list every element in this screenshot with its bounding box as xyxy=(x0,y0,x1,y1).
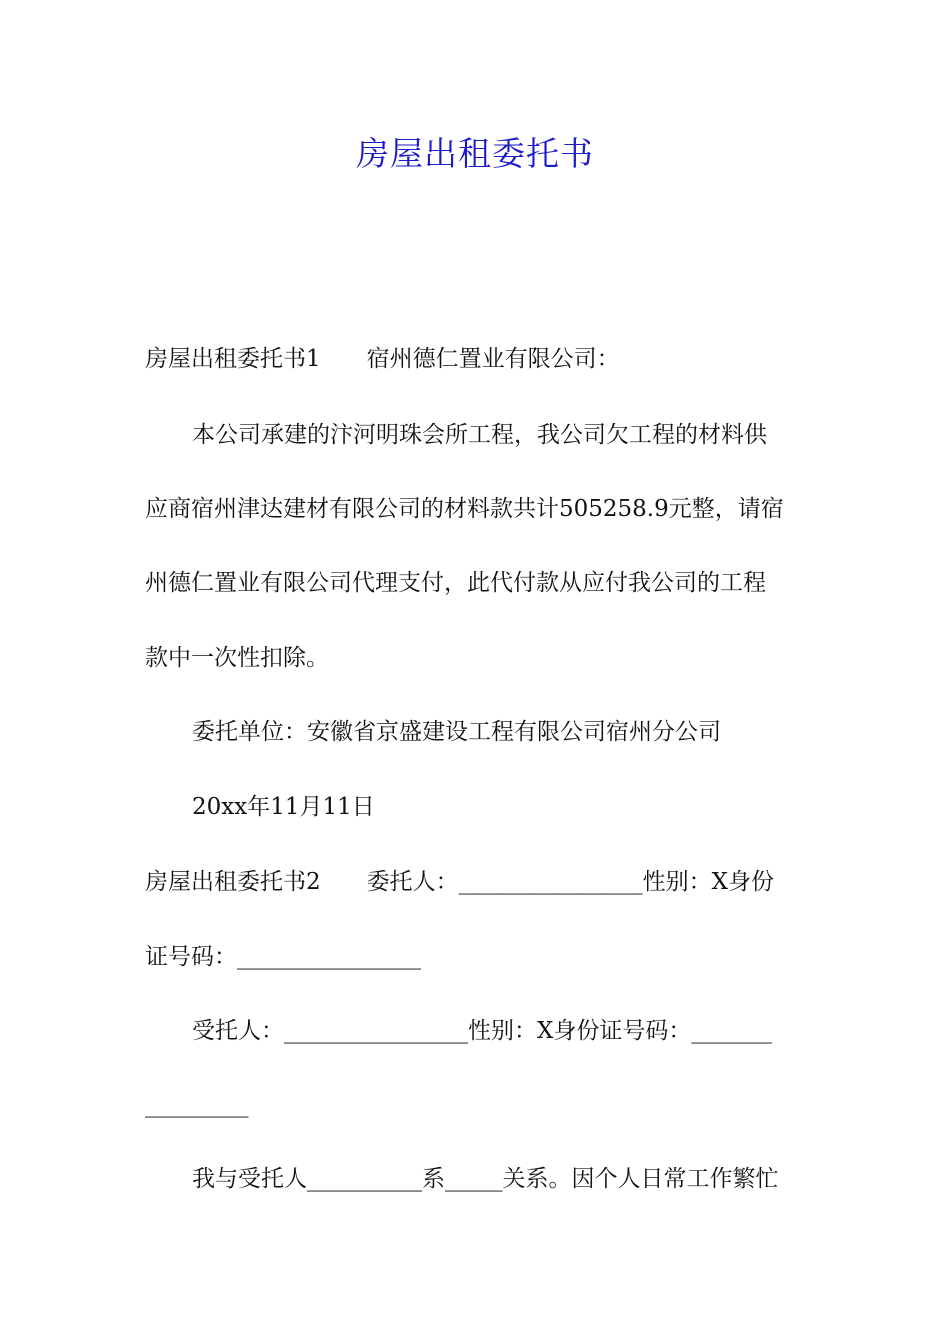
text-line-10: 受托人：________________性别：X身份证号码：_______ xyxy=(192,1018,772,1044)
text-line-4: 州德仁置业有限公司代理支付，此代付款从应付我公司的工程 xyxy=(145,570,766,596)
text-line-8: 房屋出租委托书2 委托人：________________性别：X身份 xyxy=(145,869,775,895)
text-line-9: 证号码：________________ xyxy=(145,944,421,970)
text-line-1: 房屋出租委托书1 宿州德仁置业有限公司： xyxy=(145,346,620,372)
text-line-11: _________ xyxy=(145,1092,249,1118)
text-line-7: 20xx年11月11日 xyxy=(192,794,375,820)
text-line-5: 款中一次性扣除。 xyxy=(145,645,329,671)
text-line-6: 委托单位：安徽省京盛建设工程有限公司宿州分公司 xyxy=(192,719,721,745)
document-title: 房屋出租委托书 xyxy=(356,134,594,173)
text-line-2: 本公司承建的汴河明珠会所工程，我公司欠工程的材料供 xyxy=(192,422,767,448)
text-line-3: 应商宿州津达建材有限公司的材料款共计505258.9元整，请宿 xyxy=(145,496,784,522)
text-line-12: 我与受托人__________系_____关系。因个人日常工作繁忙 xyxy=(192,1166,779,1192)
